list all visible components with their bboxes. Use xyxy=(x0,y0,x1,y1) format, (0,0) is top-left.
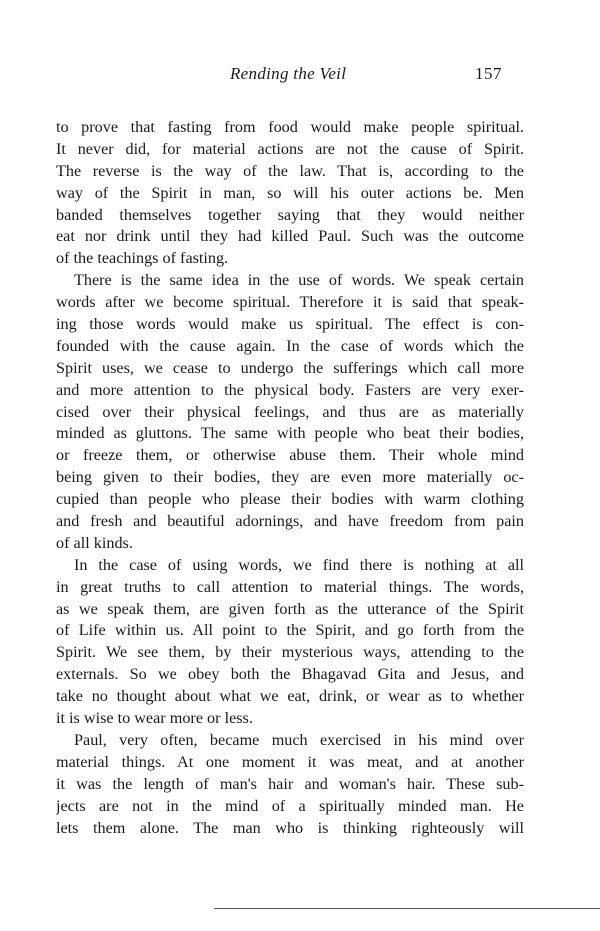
text-line: way of the Spirit in man, so will his outer actions be. Men xyxy=(56,183,524,202)
text-line: of all kinds. xyxy=(56,533,133,552)
text-line: externals. So we obey both the Bhagavad Gita and Jesus, and xyxy=(56,665,524,684)
text-line: it is wise to wear more or less. xyxy=(56,709,253,728)
text-line: jects are not in the mind of a spiritually minded man. He xyxy=(56,796,524,815)
text-line: or freeze them, or otherwise abuse them. Their whole mind xyxy=(56,446,524,465)
text-line: ing those words would make us spiritual. The effect is con- xyxy=(56,315,524,334)
page-number: 157 xyxy=(475,64,502,83)
text-line: of Life within us. All point to the Spirit, and go forth from the xyxy=(56,621,524,640)
text-line: words after we become spiritual. Therefore it is said that speak- xyxy=(56,293,524,312)
text-line: cised over their physical feelings, and thus are as materially xyxy=(56,402,524,421)
body-text xyxy=(56,117,524,839)
text-line: in great truths to call attention to material things. The words, xyxy=(56,577,524,596)
text-line: material things. At one moment it was meat, and at another xyxy=(56,752,524,771)
text-line: banded themselves together saying that they would neither xyxy=(56,205,524,224)
text-line: being given to their bodies, they are even more materially oc- xyxy=(56,468,524,487)
running-head xyxy=(0,64,600,88)
text-line: Spirit uses, we cease to undergo the sufferings which call more xyxy=(56,358,524,377)
text-line: and more attention to the physical body. Fasters are very exer- xyxy=(56,380,524,399)
text-line: lets them alone. The man who is thinking righteously will xyxy=(56,818,524,837)
paragraph-first-line: There is the same idea in the use of words. We speak certain xyxy=(74,271,524,290)
running-title: Rending the Veil xyxy=(230,64,347,83)
text-line: to prove that fasting from food would make people spiritual. xyxy=(56,118,524,136)
text-line: Spirit. We see them, by their mysterious ways, attending to the xyxy=(56,643,524,662)
paragraph-first-line: In the case of using words, we find there is nothing at all xyxy=(74,555,524,574)
text-line: of the teachings of fasting. xyxy=(56,249,229,268)
text-line: it was the length of man's hair and woman's hair. These sub- xyxy=(56,774,524,793)
text-line: The reverse is the way of the law. That is, according to the xyxy=(56,161,524,180)
text-line: founded with the cause again. In the case of words which the xyxy=(56,336,524,355)
text-line: minded as gluttons. The same with people who beat their bodies, xyxy=(56,424,524,443)
text-line: as we speak them, are given forth as the utterance of the Spirit xyxy=(56,599,524,618)
text-line: take no thought about what we eat, drink, or wear as to whether xyxy=(56,687,524,706)
text-line: cupied than people who please their bodies with warm clothing xyxy=(56,490,524,509)
footer-rule xyxy=(214,908,600,909)
text-line: It never did, for material actions are not the cause of Spirit. xyxy=(56,139,524,158)
paragraph-first-line: Paul, very often, became much exercised in his mind over xyxy=(74,730,524,749)
text-line: eat nor drink until they had killed Paul. Such was the outcome xyxy=(56,227,524,246)
text-line: and fresh and beautiful adornings, and have freedom from pain xyxy=(56,512,524,531)
